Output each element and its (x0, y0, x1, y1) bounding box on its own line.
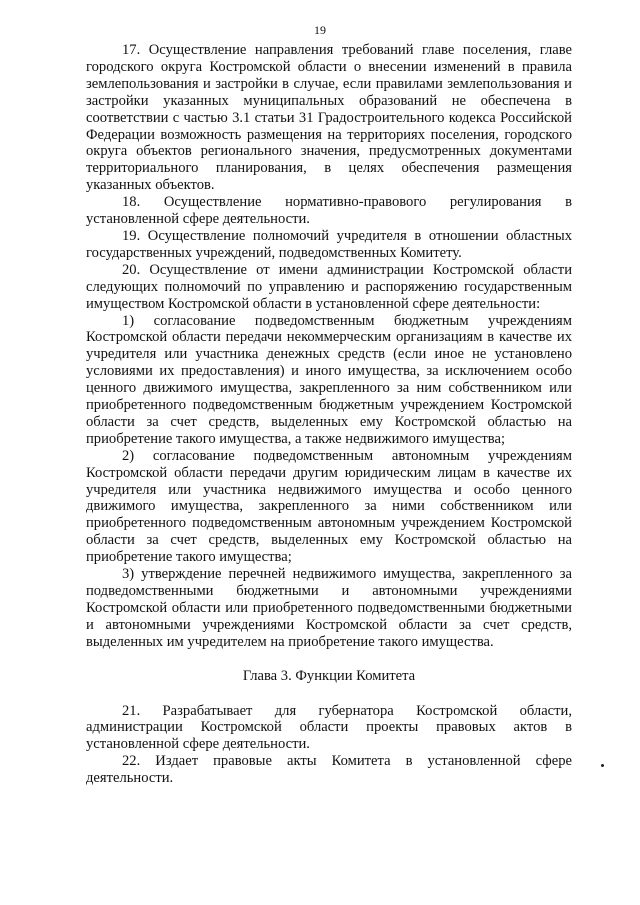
paragraph-19: 19. Осуществление полномочий учредителя в отношении областных государственных учреждений, подведомственных Комитету. (86, 227, 572, 261)
chapter-heading: Глава 3. Функции Комитета (242, 667, 416, 684)
page-number: 19 (314, 23, 326, 37)
subitem-2: 2) согласование подведомственным автономным учреждениям Костромской области передачи другим юридическим лицам в качестве их учредителя или участника недвижимого имущества и особо ценного движимого имущества, закрепленного за ними собственником или приобретенного подведомственным автономным учреждением Костромской области за счет средств, выделенных ему Костромской областью на приобретение такого имущества; (86, 447, 572, 566)
paragraph-20: 20. Осуществление от имени администрации Костромской области следующих полномочий по управлению и распоряжению государственным имуществом Костромской области в установленной сфере деятельности: (86, 261, 572, 312)
subitem-1: 1) согласование подведомственным бюджетным учреждениям Костромской области передачи некоммерческим организациям в качестве их учредителя или участника денежных средств (если иное не установлено условиями их предоставления) и иного имущества, за исключением особо ценного движимого имущества, закрепленного за ним собственником или приобретенного подведомственным бюджетным учреждением Костромской области за счет средств, выделенных ему Костромской областью на приобретение такого имущества, а также недвижимого имущества; (86, 312, 572, 447)
paragraph-18: 18. Осуществление нормативно-правового регулирования в установленной сфере деятельности. (86, 194, 572, 228)
paragraph-22: 22. Издает правовые акты Комитета в установленной сфере деятельности. (86, 753, 572, 787)
subitem-3: 3) утверждение перечней недвижимого имущества, закрепленного за подведомственными бюджетными и автономными учреждениями Костромской области или приобретенного подведомственными бюджетными и автономными учреждениями Костромской области за счет средств, выделенных им учредителем на приобретение такого имущества. (86, 566, 572, 650)
paragraph-21: 21. Разрабатывает для губернатора Костромской области, администрации Костромской области проекты правовых актов в установленной сфере деятельности. (86, 702, 572, 753)
document-body (86, 42, 572, 787)
scan-dot (601, 764, 604, 767)
paragraph-17: 17. Осуществление направления требований главе поселения, главе городского округа Костромской области о внесении изменений в правила землепользования и застройки в случае, если правилами землепользования и застройки указанных муниципальных образований не обеспечена в соответствии с частью 3.1 статьи 31 Градостроительного кодекса Российской Федерации возможность размещения на территориях поселения, городского округа объектов регионального значения, предусмотренных документами территориального планирования, в целях обеспечения размещения указанных объектов. (86, 42, 572, 194)
